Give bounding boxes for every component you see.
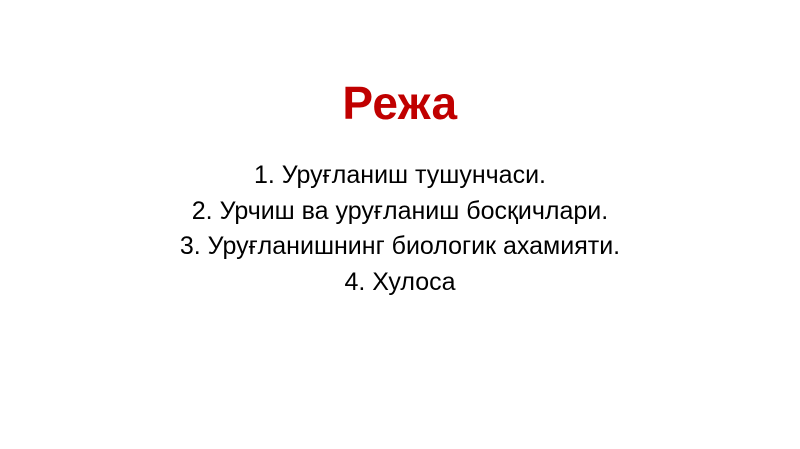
list-item: 4. Хулоса — [344, 267, 456, 296]
page-title: Режа — [342, 77, 458, 129]
list-item: 1. Уруғланиш тушунчаси. — [254, 161, 546, 189]
plan-list — [0, 158, 800, 300]
list-item: 3. Уруғланишнинг биологик ахамияти. — [179, 232, 621, 260]
list-item: 2. Урчиш ва уруғланиш босқичлари. — [191, 196, 609, 225]
